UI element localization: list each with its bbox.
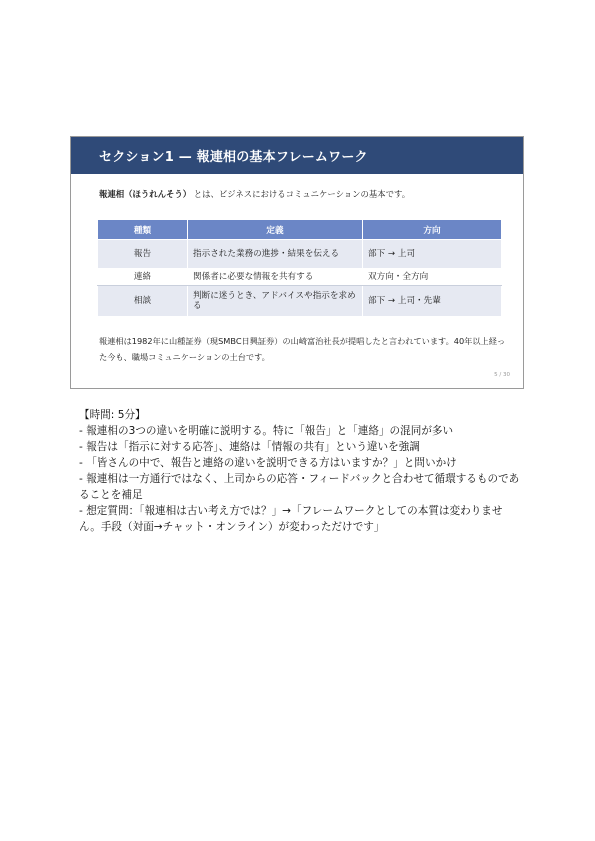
column-header-direction: 方向 (363, 220, 502, 240)
intro-text: とは、ビジネスにおけるコミュニケーションの基本です。 (191, 189, 411, 199)
notes-line: - 「皆さんの中で、報告と連絡の違いを説明できる方はいますか？」と問いかけ (79, 457, 457, 469)
column-header-type: 種類 (98, 220, 188, 240)
table-cell-direction: 部下 → 上司 (363, 240, 502, 269)
column-header-definition: 定義 (188, 220, 363, 240)
page-number: 5 / 30 (494, 372, 510, 378)
table-cell-definition: 判断に迷うとき、アドバイスや指示を求める (188, 286, 363, 317)
slide-title: セクション1 — 報連相の基本フレームワーク (99, 150, 368, 165)
definition-table (97, 219, 502, 317)
speaker-notes (79, 407, 524, 535)
table-row (98, 286, 502, 317)
slide-note: 報連相は1982年に山種証券（現SMBC日興証券）の山崎富治社長が提唱したと言われています。40年以上経った今も、職場コミュニケーションの土台です。 (99, 336, 506, 362)
table-cell-direction: 部下 → 上司・先輩 (363, 286, 502, 317)
slide-intro (99, 188, 410, 200)
table-cell-type: 報告 (98, 240, 188, 269)
table-row (98, 269, 502, 286)
slide-header (71, 137, 523, 174)
table-row (98, 240, 502, 269)
notes-line: - 想定質問：「報連相は古い考え方では？」→「フレームワークとしての本質は変わりません。手段（対面→チャット・オンライン）が変わっただけです」 (79, 505, 503, 533)
table-cell-direction: 双方向・全方向 (363, 269, 502, 286)
intro-term: 報連相（ほうれんそう） (99, 189, 192, 199)
table-cell-type: 相談 (98, 286, 188, 317)
table-header-row (98, 220, 502, 240)
table-cell-type: 連絡 (98, 269, 188, 286)
notes-line: - 報連相の3つの違いを明確に説明する。特に「報告」と「連絡」の混同が多い (79, 425, 454, 437)
slide (70, 136, 524, 389)
notes-line: 【時間: 5分】 (79, 409, 146, 421)
table-cell-definition: 指示された業務の進捗・結果を伝える (188, 240, 363, 269)
notes-line: - 報告は「指示に対する応答」、連絡は「情報の共有」という違いを強調 (79, 441, 420, 453)
notes-line: - 報連相は一方通行ではなく、上司からの応答・フィードバックと合わせて循環するものであることを補足 (79, 473, 520, 501)
table-cell-definition: 関係者に必要な情報を共有する (188, 269, 363, 286)
